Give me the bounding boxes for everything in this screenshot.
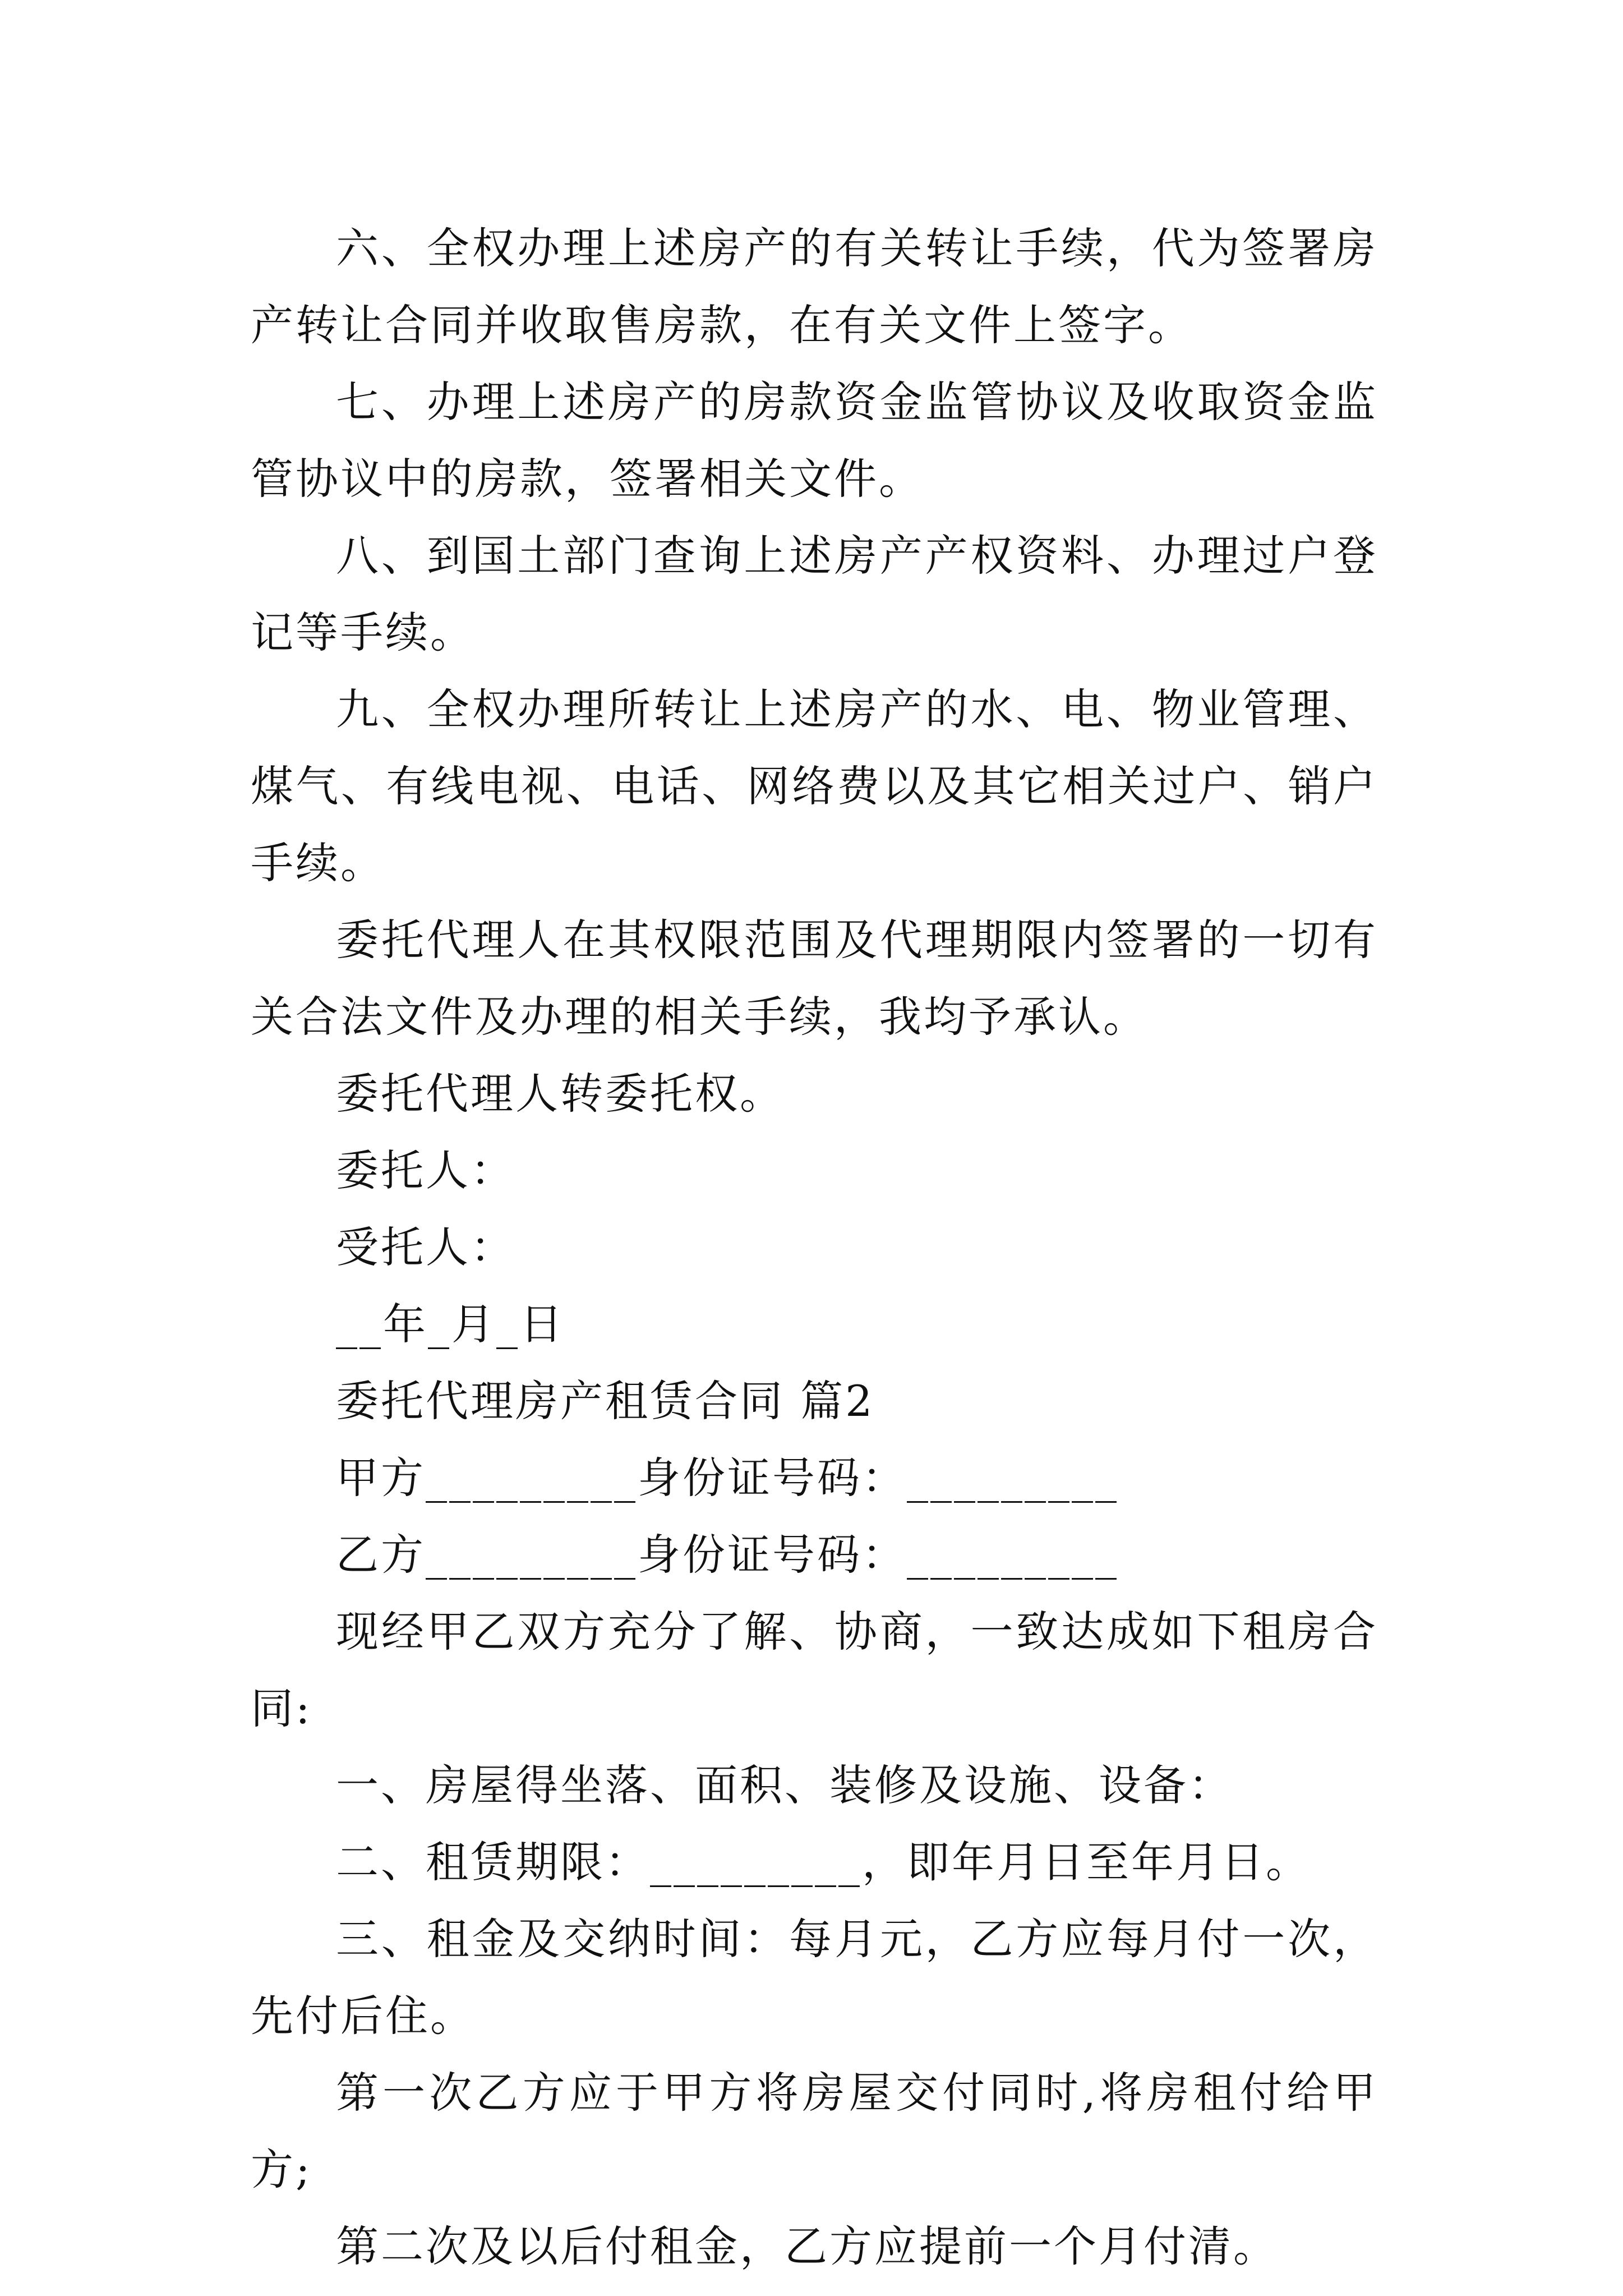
party-a-line: 甲方_________身份证号码：_________ [336,1453,1119,1503]
clause-2: 二、租赁期限：_________，即年月日至年月日。 [336,1837,1311,1887]
principal-signature-line: 委托人： [336,1145,515,1195]
document-body [251,210,1378,2285]
payment-subsequent: 第二次及以后付租金，乙方应提前一个月付清。 [336,2221,1278,2271]
paragraph-acknowledgement: 委托代理人在其权限范围及代理期限内签署的一切有关合法文件及办理的相关手续，我均予承认。 [251,915,1378,1042]
paragraph-item-7: 七、办理上述房产的房款资金监管协议及收取资金监管协议中的房款，签署相关文件。 [251,377,1378,504]
paragraph-subdelegation: 委托代理人转委托权。 [336,1069,785,1119]
paragraph-item-9: 九、全权办理所转让上述房产的水、电、物业管理、煤气、有线电视、电话、网络费以及其它相关过户、销户手续。 [251,684,1378,888]
date-line: __年_月_日 [336,1299,565,1349]
contract-intro: 现经甲乙双方充分了解、协商，一致达成如下租房合同: [251,1607,1378,1733]
payment-first: 第一次乙方应于甲方将房屋交付同时,将房租付给甲方; [251,2068,1378,2194]
agent-signature-line: 受托人： [336,1222,515,1272]
clause-3: 三、租金及交纳时间：每月元，乙方应每月付一次，先付后住。 [251,1914,1378,2041]
paragraph-item-8: 八、到国土部门查询上述房产产权资料、办理过户登记等手续。 [251,531,1378,657]
party-b-line: 乙方_________身份证号码：_________ [336,1530,1119,1580]
paragraph-item-6: 六、全权办理上述房产的有关转让手续，代为签署房产转让合同并收取售房款，在有关文件上签字。 [251,223,1378,350]
clause-1: 一、房屋得坐落、面积、装修及设施、设备： [336,1760,1233,1810]
section-title: 委托代理房产租赁合同 篇2 [336,1376,875,1426]
